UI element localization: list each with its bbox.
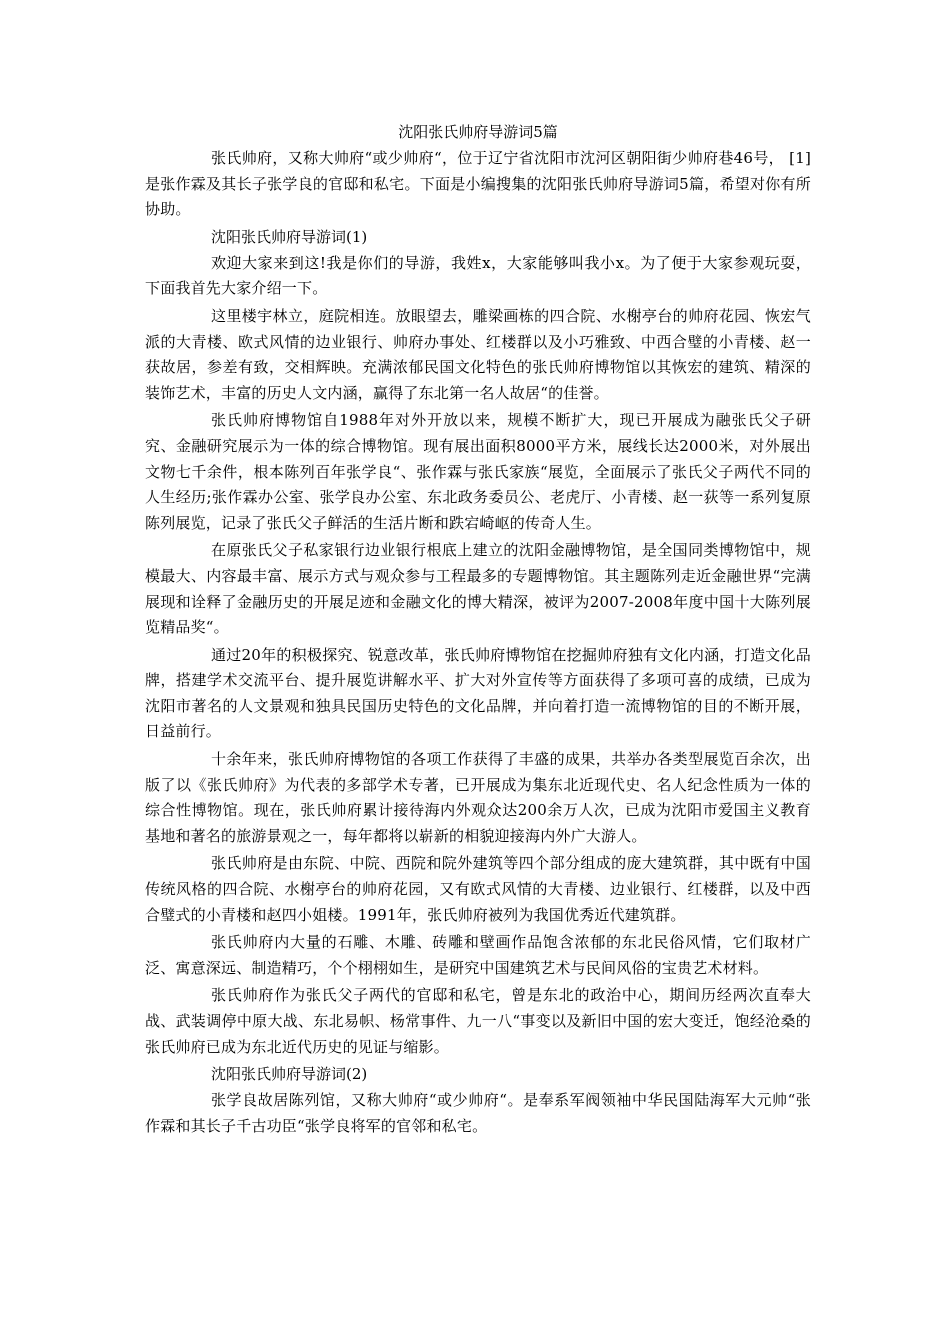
paragraph: 张氏帅府是由东院、中院、西院和院外建筑等四个部分组成的庞大建筑群，其中既有中国传统风格的四合院、水榭亭台的帅府花园，又有欧式风情的大青楼、边业银行、红楼群，以及中西合璧式的小青楼和赵四小姐楼。1991年，张氏帅府被列为我国优秀近代建筑群。 xyxy=(145,854,811,924)
document-body xyxy=(145,122,811,1141)
paragraph: 欢迎大家来到这!我是你们的导游，我姓x，大家能够叫我小x。为了便于大家参观玩耍，下面我首先大家介绍一下。 xyxy=(145,253,811,298)
document-title: 沈阳张氏帅府导游词5篇 xyxy=(398,123,558,141)
paragraph: 张学良故居陈列馆，又称大帅府“或少帅府“。是奉系军阀领袖中华民国陆海军大元帅“张作霖和其长子千古功臣“张学良将军的官邻和私宅。 xyxy=(145,1091,811,1135)
paragraph: 这里楼宇林立，庭院相连。放眼望去，雕梁画栋的四合院、水榭亭台的帅府花园、恢宏气派的大青楼、欧式风情的边业银行、帅府办事处、红楼群以及小巧雅致、中西合璧的小青楼、赵一获故居，参差有致，交相辉映。充满浓郁民国文化特色的张氏帅府博物馆以其恢宏的建筑、精深的装饰艺术，丰富的历史人文内涵，赢得了东北第一名人故居“的佳誉。 xyxy=(145,306,811,402)
paragraph: 十余年来，张氏帅府博物馆的各项工作获得了丰盛的成果，共举办各类型展览百余次，出版了以《张氏帅府》为代表的多部学术专著，已开展成为集东北近现代史、名人纪念性质为一体的综合性博物馆。现在，张氏帅府累计接待海内外观众达200余万人次，已成为沈阳市爱国主义教育基地和著名的旅游景观之一，每年都将以崭新的相貌迎接海内外广大游人。 xyxy=(145,750,811,845)
paragraph: 张氏帅府作为张氏父子两代的官邸和私宅，曾是东北的政治中心，期间历经两次直奉大战、武装调停中原大战、东北易帜、杨常事件、九一八“事变以及新旧中国的宏大变迁，饱经沧桑的张氏帅府已成为东北近代历史的见证与缩影。 xyxy=(145,986,811,1056)
paragraph: 在原张氏父子私家银行边业银行根底上建立的沈阳金融博物馆，是全国同类博物馆中，规模最大、内容最丰富、展示方式与观众参与工程最多的专题博物馆。其主题陈列走近金融世界“完满展现和诠释了金融历史的开展足迹和金融文化的博大精深，被评为2007-2008年度中国十大陈列展览精品奖“。 xyxy=(145,541,811,637)
paragraph-intro: 张氏帅府，又称大帅府“或少帅府“，位于辽宁省沈阳市沈河区朝阳街少帅府巷46号， [1] 是张作霖及其长子张学良的官邸和私宅。下面是小编搜集的沈阳张氏帅府导游词5篇，希望对你有所协助。 xyxy=(145,149,811,219)
paragraph: 张氏帅府内大量的石雕、木雕、砖雕和壁画作品饱含浓郁的东北民俗风情，它们取材广泛、寓意深远、制造精巧，个个栩栩如生，是研究中国建筑艺术与民间风俗的宝贵艺术材料。 xyxy=(145,933,811,977)
paragraph: 通过20年的积极探究、锐意改革，张氏帅府博物馆在挖掘帅府独有文化内涵，打造文化品牌，搭建学术交流平台、提升展览讲解水平、扩大对外宣传等方面获得了多项可喜的成绩，已成为沈阳市著名的人文景观和独具民国历史特色的文化品牌，并向着打造一流博物馆的目的不断开展，日益前行。 xyxy=(145,645,811,741)
section-heading-1: 沈阳张氏帅府导游词(1) xyxy=(211,227,368,246)
paragraph: 张氏帅府博物馆自1988年对外开放以来，规模不断扩大，现已开展成为融张氏父子研究、金融研究展示为一体的综合博物馆。现有展出面积8000平方米，展线长达2000米，对外展出文物七千余件，根本陈列百年张学良“、张作霖与张氏家族“展览，全面展示了张氏父子两代不同的人生经历;张作霖办公室、张学良办公室、东北政务委员公、老虎厅、小青楼、赵一荻等一系列复原陈列展览，记录了张氏父子鲜活的生活片断和跌宕崎岖的传奇人生。 xyxy=(145,411,811,532)
section-heading-2: 沈阳张氏帅府导游词(2) xyxy=(211,1065,368,1084)
